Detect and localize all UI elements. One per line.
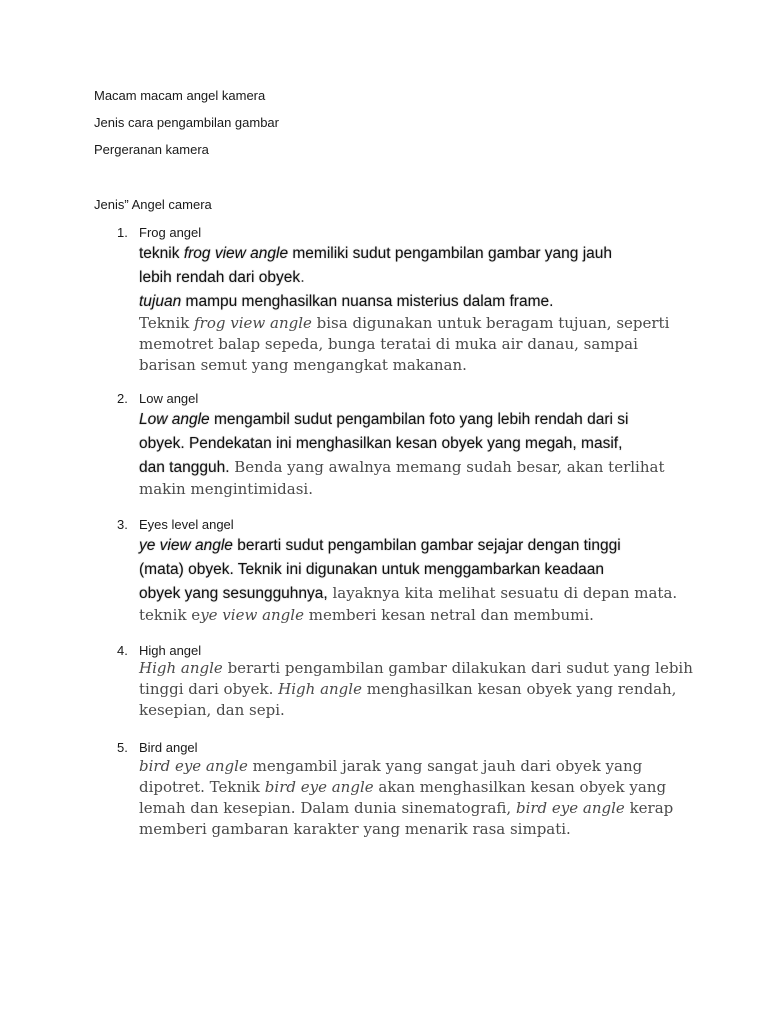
italic-term: ye view angle bbox=[200, 606, 304, 624]
list-item-body bbox=[139, 533, 679, 626]
list-item-body bbox=[139, 658, 693, 721]
italic-term: ye view angle bbox=[139, 537, 233, 554]
paragraph-line bbox=[139, 289, 679, 313]
text-run: kesepian, dan sepi. bbox=[139, 701, 285, 719]
italic-term: High angle bbox=[139, 659, 223, 677]
paragraph-line bbox=[139, 533, 679, 557]
italic-term: frog view angle bbox=[194, 314, 312, 332]
list-number: 2. bbox=[117, 391, 128, 406]
paragraph-line bbox=[139, 605, 679, 626]
paragraph-line bbox=[139, 455, 679, 479]
text-run: layaknya kita melihat sesuatu di depan mata. bbox=[327, 584, 678, 602]
text-run: memotret balap sepeda, bunga teratai di muka air danau, sampai bbox=[139, 335, 638, 353]
paragraph-line bbox=[139, 658, 693, 679]
paragraph-line bbox=[139, 581, 679, 605]
text-run: mampu menghasilkan nuansa misterius dalam frame. bbox=[181, 293, 554, 310]
header-line-3: Pergeranan kamera bbox=[94, 142, 209, 157]
list-number: 3. bbox=[117, 517, 128, 532]
paragraph-line bbox=[139, 241, 679, 265]
text-run: teknik e bbox=[139, 606, 201, 624]
italic-term: bird eye angle bbox=[515, 799, 625, 817]
list-item-body bbox=[139, 756, 679, 840]
italic-term: tujuan bbox=[139, 293, 182, 310]
paragraph-line bbox=[139, 756, 679, 777]
text-run: menghasilkan kesan obyek yang rendah, bbox=[361, 680, 677, 698]
list-item-title: Frog angel bbox=[139, 225, 202, 240]
text-run: dipotret. Teknik bbox=[139, 778, 265, 796]
paragraph-line bbox=[139, 777, 679, 798]
italic-term: Low angle bbox=[139, 411, 210, 428]
list-item-body bbox=[139, 407, 679, 500]
list-item-body bbox=[139, 241, 679, 376]
paragraph-line bbox=[139, 679, 679, 700]
paragraph-line bbox=[139, 557, 679, 581]
text-run: . bbox=[300, 268, 305, 286]
list-number: 4. bbox=[117, 643, 128, 658]
list-item-title: Bird angel bbox=[139, 740, 198, 755]
italic-term: High angle bbox=[278, 680, 362, 698]
text-run: tinggi dari obyek. bbox=[139, 680, 279, 698]
text-run: bisa digunakan untuk beragam tujuan, seperti bbox=[311, 314, 670, 332]
text-run: akan menghasilkan kesan obyek yang bbox=[373, 778, 667, 796]
italic-term: bird eye angle bbox=[139, 757, 248, 775]
text-run: kerap bbox=[624, 799, 674, 817]
text-run: memberi kesan netral dan membumi. bbox=[303, 606, 594, 624]
paragraph-line bbox=[139, 265, 679, 289]
text-run: memberi gambaran karakter yang menarik rasa simpati. bbox=[139, 820, 571, 838]
list-item-title: Eyes level angel bbox=[139, 517, 234, 532]
list-number: 5. bbox=[117, 740, 128, 755]
list-item-title: High angel bbox=[139, 643, 202, 658]
italic-term: frog view angle bbox=[183, 245, 289, 262]
text-run: barisan semut yang mengangkat makanan. bbox=[139, 356, 467, 374]
paragraph-line bbox=[139, 700, 679, 721]
paragraph-line bbox=[139, 819, 679, 840]
header-line-1: Macam macam angel kamera bbox=[94, 88, 266, 103]
paragraph-line bbox=[139, 431, 679, 455]
list-item-title: Low angel bbox=[139, 391, 199, 406]
paragraph-line bbox=[139, 407, 679, 431]
text-run: berarti sudut pengambilan gambar sejajar dengan tinggi bbox=[232, 537, 621, 554]
text-run: (mata) obyek. Teknik ini digunakan untuk menggambarkan keadaan bbox=[139, 561, 604, 578]
text-run: mengambil jarak yang sangat jauh dari obyek yang bbox=[247, 757, 643, 775]
paragraph-line bbox=[139, 479, 679, 500]
text-run: lebih rendah dari obyek bbox=[139, 269, 301, 286]
text-run: lemah dan kesepian. Dalam dunia sinematografi, bbox=[139, 799, 516, 817]
list-number: 1. bbox=[117, 225, 128, 240]
text-run: mengambil sudut pengambilan foto yang lebih rendah dari si bbox=[209, 411, 629, 428]
paragraph-line bbox=[139, 355, 679, 376]
text-run: teknik bbox=[139, 245, 184, 262]
text-run: Teknik bbox=[139, 314, 195, 332]
text-run: obyek yang sesungguhnya, bbox=[139, 585, 328, 602]
header-line-2: Jenis cara pengambilan gambar bbox=[94, 115, 279, 130]
text-run: Benda yang awalnya memang sudah besar, akan terlihat bbox=[229, 458, 665, 476]
text-run: obyek. Pendekatan ini menghasilkan kesan obyek yang megah, masif, bbox=[139, 435, 623, 452]
italic-term: bird eye angle bbox=[264, 778, 374, 796]
paragraph-line bbox=[139, 313, 679, 334]
paragraph-line bbox=[139, 798, 679, 819]
text-run: berarti pengambilan gambar dilakukan dari sudut yang lebih bbox=[222, 659, 693, 677]
paragraph-line bbox=[139, 334, 679, 355]
text-run: makin mengintimidasi. bbox=[139, 480, 313, 498]
text-run: memiliki sudut pengambilan gambar yang jauh bbox=[288, 245, 613, 262]
section-title: Jenis” Angel camera bbox=[94, 197, 212, 212]
text-run: dan tangguh. bbox=[139, 459, 230, 476]
